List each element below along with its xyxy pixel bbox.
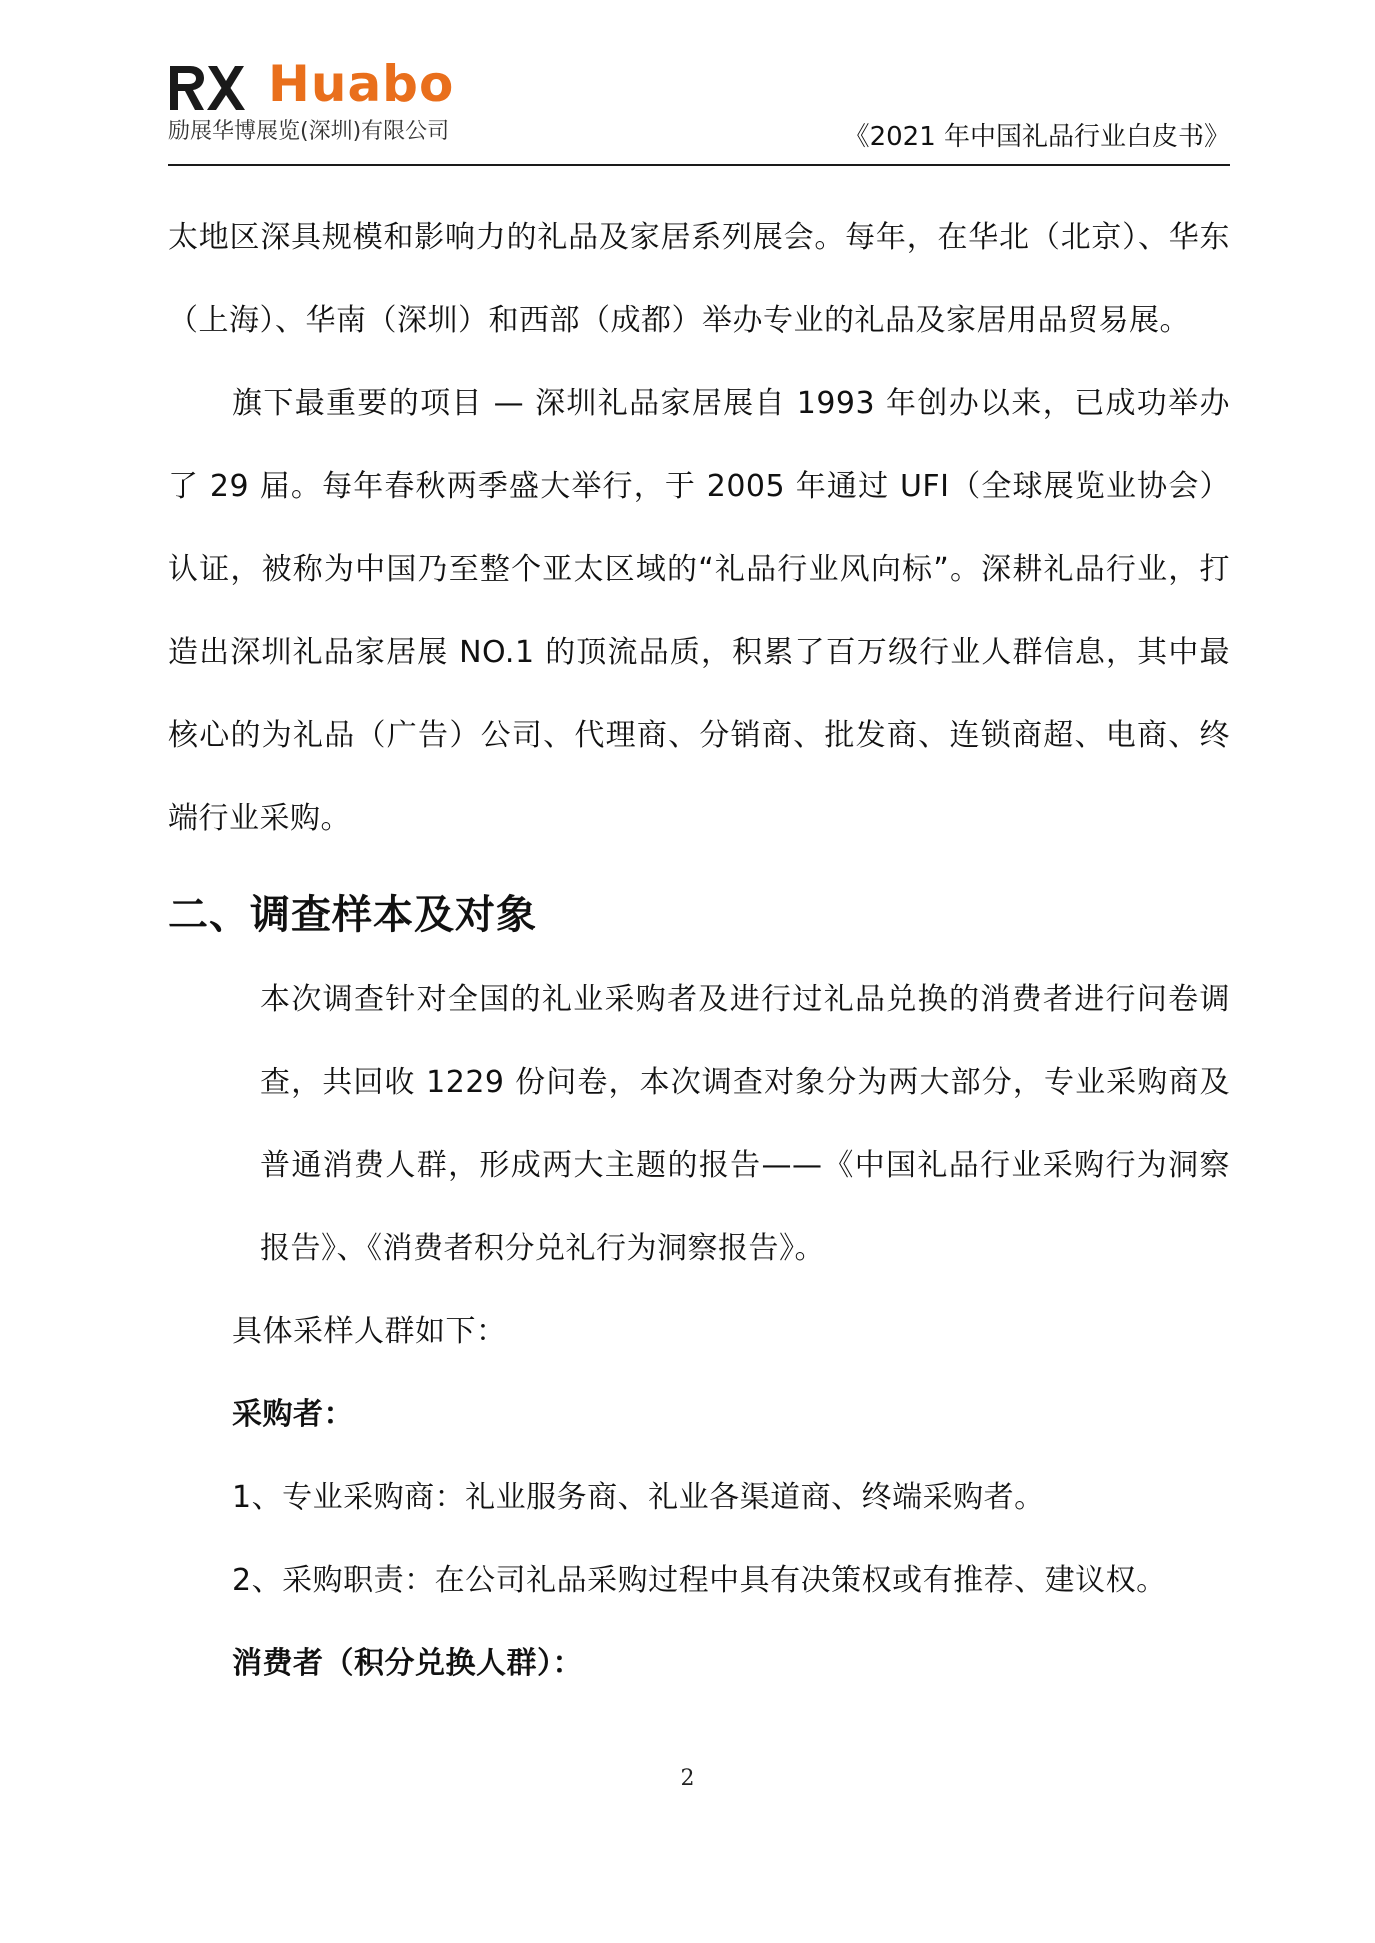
company-logo bbox=[168, 55, 648, 152]
survey-paragraph: 本次调查针对全国的礼业采购者及进行过礼品兑换的消费者进行问卷调查，共回收 1229 份问卷，本次调查对象分为两大部分，专业采购商及普通消费人群，形成两大主题的报告——《中国礼品行业采购行为洞察报告》、《消费者积分兑礼行为洞察报告》。 bbox=[260, 982, 1230, 1266]
rx-logo-mark-icon bbox=[168, 64, 248, 112]
survey-description bbox=[168, 958, 1230, 1290]
consumers-label: 消费者（积分兑换人群）： bbox=[232, 1646, 583, 1681]
sampling-intro: 具体采样人群如下： bbox=[232, 1314, 507, 1349]
intro-paragraph: 太地区深具规模和影响力的礼品及家居系列展会。每年，在华北（北京）、华东（上海）、华南（深圳）和西部（成都）举办专业的礼品及家居用品贸易展。 bbox=[168, 220, 1230, 338]
page-header bbox=[168, 55, 1230, 164]
buyers-label: 采购者： bbox=[232, 1397, 354, 1432]
buyer-item-1: 1、专业采购商：礼业服务商、礼业各渠道商、终端采购者。 bbox=[232, 1480, 1045, 1515]
section-heading: 二、调查样本及对象 bbox=[168, 892, 537, 938]
flagship-paragraph: 旗下最重要的项目 — 深圳礼品家居展自 1993 年创办以来，已成功举办了 29 届。每年春秋两季盛大举行，于 2005 年通过 UFI（全球展览业协会）认证，被称为中国乃至整个亚太区域的“礼品行业风向标”。深耕礼品行业，打造出深圳礼品家居展 NO.1 的顶流品质，积累了百万级行业人群信息，其中最核心的为礼品（广告）公司、代理商、分销商、批发商、连锁商超、电商、终端行业采购。 bbox=[168, 386, 1230, 836]
document-title: 《2021 年中国礼品行业白皮书》 bbox=[843, 122, 1230, 152]
logo-wordmark: Huabo bbox=[268, 55, 455, 113]
company-name: 励展华博展览(深圳)有限公司 bbox=[168, 119, 450, 144]
page-number: 2 bbox=[680, 1766, 695, 1791]
header-divider bbox=[168, 164, 1230, 166]
page-content bbox=[168, 196, 1230, 1705]
buyer-item-2: 2、采购职责：在公司礼品采购过程中具有决策权或有推荐、建议权。 bbox=[232, 1563, 1167, 1598]
